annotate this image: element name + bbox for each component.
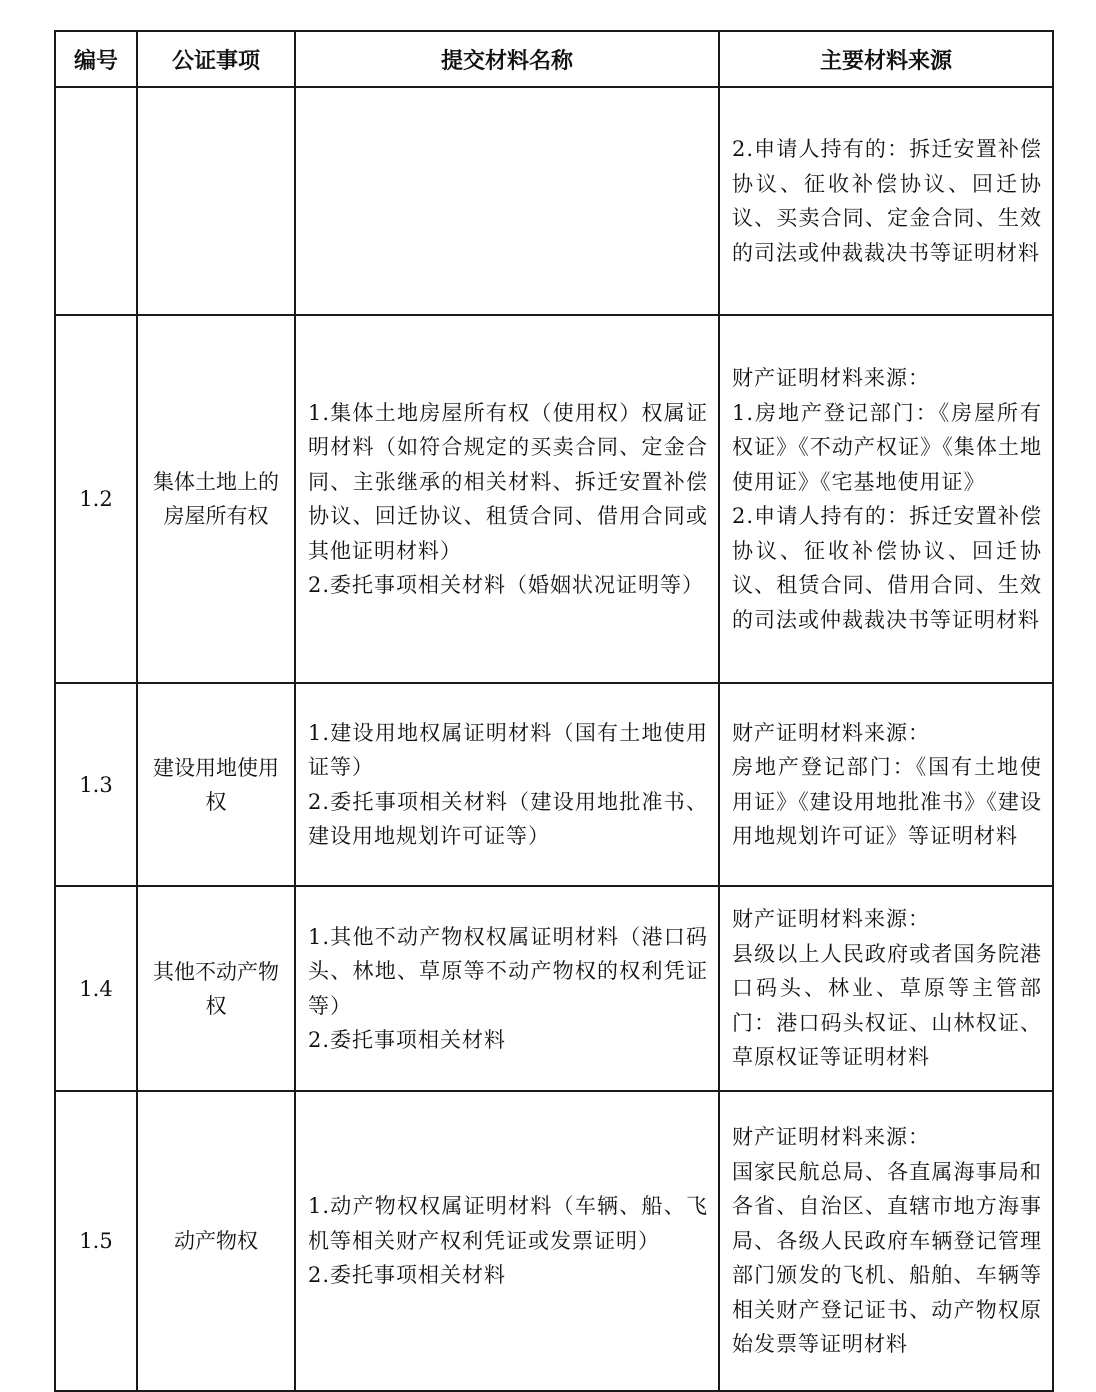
row-materials (295, 1091, 719, 1391)
source-line: 财产证明材料来源： (732, 907, 930, 932)
source-line: 财产证明材料来源： (732, 720, 930, 745)
header-notary-item: 公证事项 (137, 31, 295, 87)
row-sources (719, 683, 1053, 886)
row-sources (719, 1091, 1053, 1391)
row-materials (295, 886, 719, 1091)
row-notary-item: 动产物权 (137, 1091, 295, 1391)
row-sources (719, 87, 1053, 315)
row-notary-item: 建设用地使用权 (137, 683, 295, 886)
row-number: 1.2 (55, 315, 137, 683)
header-materials: 提交材料名称 (295, 31, 719, 87)
table-row (55, 886, 1053, 1091)
row-number: 1.3 (55, 683, 137, 886)
notary-materials-table (54, 30, 1054, 1392)
header-number: 编号 (55, 31, 137, 87)
row-notary-item: 其他不动产物权 (137, 886, 295, 1091)
row-notary-item (137, 87, 295, 315)
source-line: 财产证明材料来源： (732, 366, 930, 390)
material-line: 2.委托事项相关材料 (308, 1028, 507, 1052)
table-row (55, 87, 1053, 315)
source-line: 房地产登记部门：《国有土地使用证》《建设用地批准书》《建设用地规划许可证》等证明材料 (732, 755, 1042, 848)
row-materials (295, 315, 719, 683)
row-materials (295, 683, 719, 886)
material-line: 2.委托事项相关材料（婚姻状况证明等） (308, 573, 705, 597)
table-row (55, 1091, 1053, 1391)
material-line: 2.委托事项相关材料 (308, 1263, 507, 1288)
header-sources: 主要材料来源 (719, 31, 1053, 87)
source-line: 县级以上人民政府或者国务院港口码头、林业、草原等主管部门：港口码头权证、山林权证、草原权证等证明材料 (732, 941, 1042, 1070)
table-row (55, 315, 1053, 683)
material-line: 1.动产物权权属证明材料（车辆、船、飞机等相关财产权利凭证或发票证明） (308, 1194, 708, 1253)
source-line: 1.房地产登记部门：《房屋所有权证》《不动产权证》《集体土地使用证》《宅基地使用证》 (732, 400, 1042, 494)
material-line: 1.集体土地房屋所有权（使用权）权属证明材料（如符合规定的买卖合同、定金合同、主张继承的相关材料、拆迁安置补偿协议、回迁协议、租赁合同、借用合同或其他证明材料） (308, 400, 708, 563)
material-line: 1.建设用地权属证明材料（国有土地使用证等） (308, 720, 708, 779)
material-line: 1.其他不动产物权权属证明材料（港口码头、林地、草原等不动产物权的权利凭证等） (308, 924, 708, 1018)
source-line: 财产证明材料来源： (732, 1125, 930, 1150)
row-materials (295, 87, 719, 315)
table-header-row (55, 31, 1053, 87)
row-number: 1.5 (55, 1091, 137, 1391)
row-number: 1.4 (55, 886, 137, 1091)
row-sources (719, 886, 1053, 1091)
row-sources (719, 315, 1053, 683)
row-notary-item: 集体土地上的房屋所有权 (137, 315, 295, 683)
source-line: 2.申请人持有的：拆迁安置补偿协议、征收补偿协议、回迁协议、租赁合同、借用合同、生效的司法或仲裁裁决书等证明材料 (732, 504, 1042, 632)
table-row (55, 683, 1053, 886)
source-line: 国家民航总局、各直属海事局和各省、自治区、直辖市地方海事局、各级人民政府车辆登记管理部门颁发的飞机、船舶、车辆等相关财产登记证书、动产物权原始发票等证明材料 (732, 1159, 1042, 1357)
row-number (55, 87, 137, 315)
source-line: 2.申请人持有的：拆迁安置补偿协议、征收补偿协议、回迁协议、买卖合同、定金合同、生效的司法或仲裁裁决书等证明材料 (732, 137, 1042, 265)
material-line: 2.委托事项相关材料（建设用地批准书、建设用地规划许可证等） (308, 789, 708, 848)
